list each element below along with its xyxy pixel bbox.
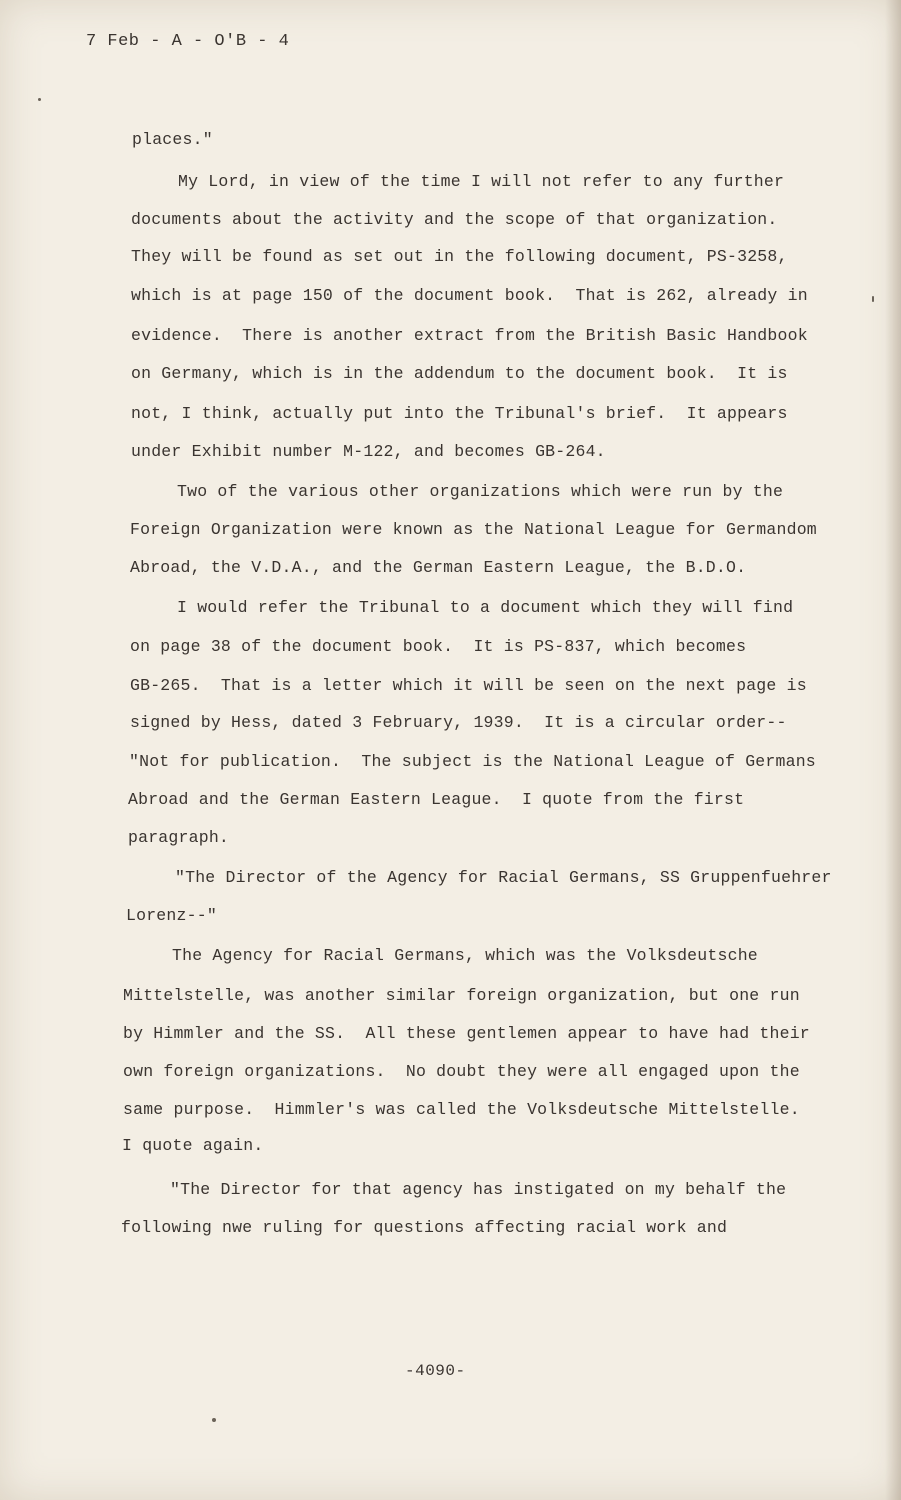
- text-line: My Lord, in view of the time I will not refer to any further: [178, 172, 785, 191]
- text-line: GB-265. That is a letter which it will be seen on the next page is: [130, 676, 807, 695]
- text-line: Foreign Organization were known as the National League for Germandom: [130, 520, 817, 539]
- text-line: Abroad and the German Eastern League. I quote from the first: [128, 790, 745, 809]
- text-line: The Agency for Racial Germans, which was the Volksdeutsche: [172, 946, 758, 965]
- text-line: not, I think, actually put into the Tribunal's brief. It appears: [131, 404, 788, 423]
- text-line: I quote again.: [122, 1136, 264, 1155]
- text-line: "The Director for that agency has instigated on my behalf the: [170, 1180, 787, 1199]
- text-line: own foreign organizations. No doubt they were all engaged upon the: [123, 1062, 800, 1081]
- text-line: evidence. There is another extract from the British Basic Handbook: [131, 326, 808, 345]
- text-line: documents about the activity and the scope of that organization.: [131, 210, 778, 229]
- text-line: following nwe ruling for questions affecting racial work and: [121, 1218, 728, 1237]
- text-line: under Exhibit number M-122, and becomes GB-264.: [131, 442, 606, 461]
- page-number: -4090-: [405, 1362, 466, 1380]
- text-line: by Himmler and the SS. All these gentlemen appear to have had their: [123, 1024, 810, 1043]
- text-line: paragraph.: [128, 828, 230, 847]
- text-line: on Germany, which is in the addendum to the document book. It is: [131, 364, 788, 383]
- text-line: Abroad, the V.D.A., and the German Eastern League, the B.D.O.: [130, 558, 747, 577]
- text-line: which is at page 150 of the document book. That is 262, already in: [131, 286, 808, 305]
- text-line: "The Director of the Agency for Racial Germans, SS Gruppenfuehrer: [175, 868, 832, 887]
- paper-speck: [212, 1418, 216, 1422]
- text-line: Mittelstelle, was another similar foreign organization, but one run: [123, 986, 800, 1005]
- text-line: places.": [132, 130, 213, 149]
- page-reference-header: 7 Feb - A - O'B - 4: [86, 32, 290, 51]
- text-line: I would refer the Tribunal to a document which they will find: [177, 598, 794, 617]
- text-line: Two of the various other organizations which were run by the: [177, 482, 784, 501]
- paper-speck: [38, 98, 41, 101]
- paper-speck: [872, 296, 874, 302]
- text-line: "Not for publication. The subject is the National League of Germans: [129, 752, 816, 771]
- text-line: on page 38 of the document book. It is PS-837, which becomes: [130, 637, 747, 656]
- text-line: same purpose. Himmler's was called the Volksdeutsche Mittelstelle.: [123, 1100, 800, 1119]
- text-line: signed by Hess, dated 3 February, 1939. It is a circular order--: [130, 713, 787, 732]
- text-line: Lorenz--": [126, 906, 217, 925]
- text-line: They will be found as set out in the following document, PS-3258,: [131, 247, 788, 266]
